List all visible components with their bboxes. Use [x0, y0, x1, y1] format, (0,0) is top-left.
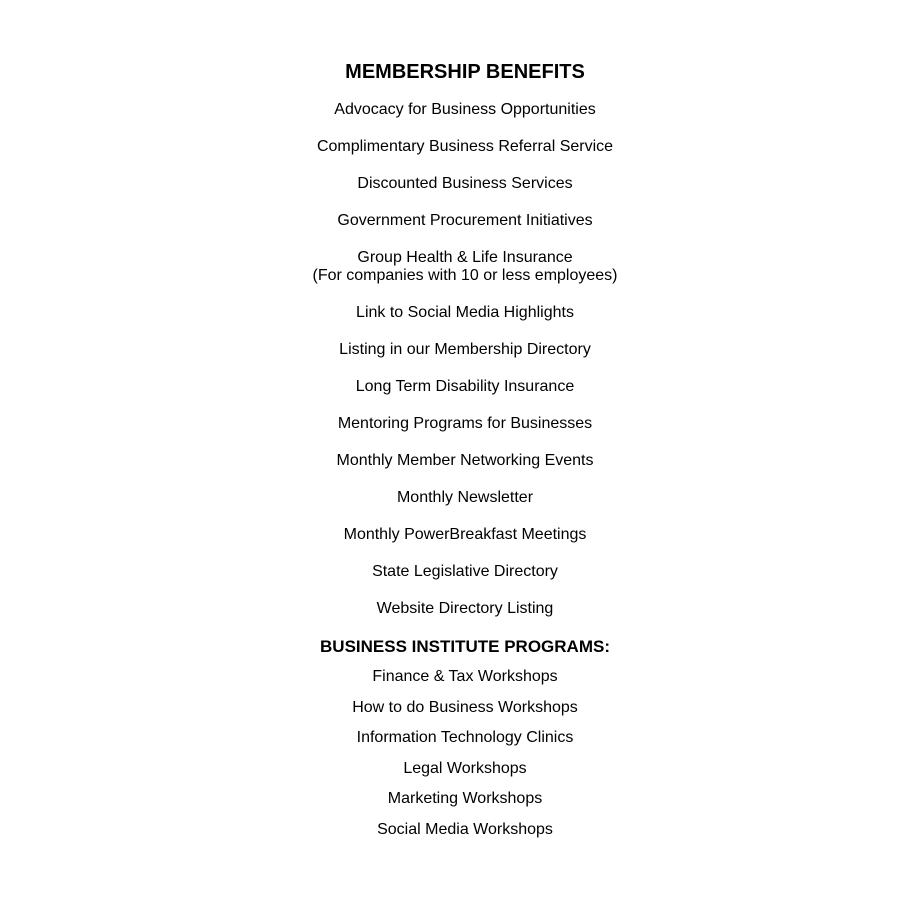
benefit-item: Mentoring Programs for Businesses — [337, 415, 593, 432]
benefit-item: Listing in our Membership Directory — [339, 341, 591, 358]
programs-section-heading: BUSINESS INSTITUTE PROGRAMS: — [320, 637, 610, 656]
benefit-item: State Legislative Directory — [372, 563, 558, 580]
benefit-item: Website Directory Listing — [376, 600, 554, 617]
benefit-item: Monthly Newsletter — [396, 489, 534, 506]
program-item: Legal Workshops — [403, 759, 527, 777]
benefit-item: Link to Social Media Highlights — [356, 304, 574, 321]
benefit-item-two-line — [30, 249, 900, 285]
benefit-item: Long Term Disability Insurance — [355, 378, 575, 395]
benefit-item: Monthly Member Networking Events — [336, 452, 594, 469]
benefit-item-line1: Group Health & Life Insurance — [357, 249, 573, 266]
program-item: Marketing Workshops — [387, 790, 543, 807]
program-item: Information Technology Clinics — [356, 729, 574, 746]
benefit-item: Government Procurement Initiatives — [337, 212, 593, 229]
benefit-item: Monthly PowerBreakfast Meetings — [343, 526, 587, 543]
program-item: How to do Business Workshops — [352, 698, 578, 716]
program-item: Finance & Tax Workshops — [372, 668, 558, 685]
benefit-item: Complimentary Business Referral Service — [316, 138, 614, 155]
benefit-item-line2: (For companies with 10 or less employees) — [312, 267, 618, 284]
benefit-item: Advocacy for Business Opportunities — [334, 101, 596, 118]
page-title: MEMBERSHIP BENEFITS — [345, 61, 585, 83]
benefit-item: Discounted Business Services — [357, 175, 573, 192]
program-item: Social Media Workshops — [377, 820, 553, 838]
